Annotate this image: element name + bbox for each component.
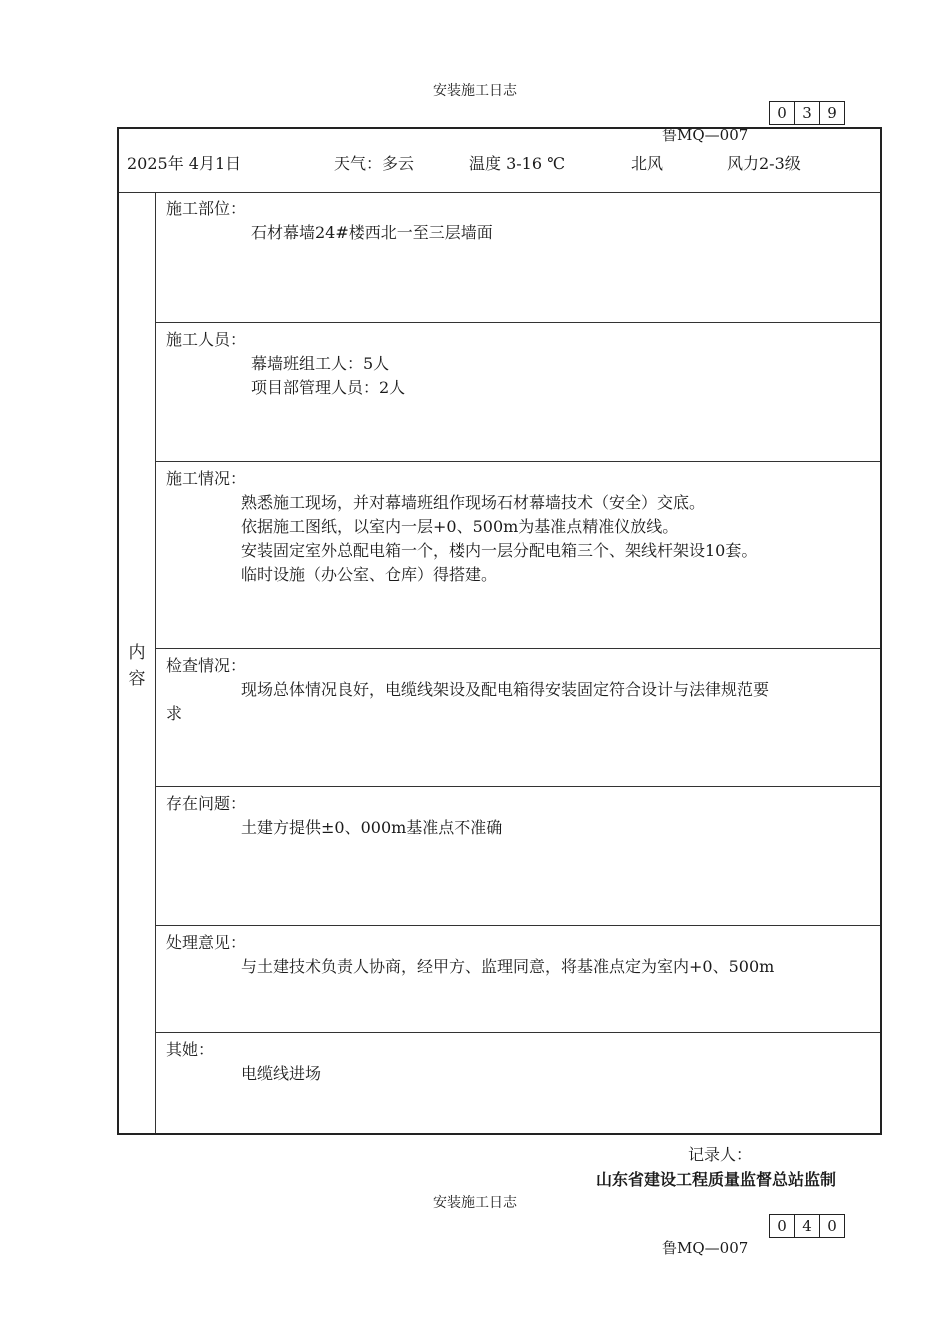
content-label-char: 内 — [128, 643, 146, 663]
section-construction — [156, 462, 880, 649]
section-line: 现场总体情况良好，电缆线架设及配电箱得安装固定符合设计与法律规范要 — [241, 680, 770, 699]
section-title: 检查情况： — [166, 656, 247, 675]
section-title: 施工部位： — [166, 199, 247, 218]
section-line: 安装固定室外总配电箱一个，楼内一层分配电箱三个、架线杆架设10套。 — [241, 541, 758, 560]
section-location — [156, 192, 880, 323]
content-label-column — [119, 192, 156, 1133]
section-other — [156, 1033, 880, 1135]
page-title-2: 安装施工日志 — [433, 1195, 517, 1211]
page-number-digit: 9 — [827, 104, 837, 122]
page-number-digit: 0 — [770, 1215, 795, 1237]
log-sheet — [117, 127, 882, 1135]
section-line: 土建方提供±0、000m基准点不准确 — [241, 818, 503, 837]
section-line: 临时设施（办公室、仓库）得搭建。 — [241, 565, 498, 584]
wind-direction: 北风 — [631, 154, 664, 173]
page-number-box — [769, 101, 845, 125]
section-line: 求 — [166, 704, 183, 723]
weather: 天气：多云 — [334, 154, 415, 173]
section-line: 项目部管理人员：2人 — [251, 378, 406, 397]
section-title: 施工人员： — [166, 330, 247, 349]
page-number-digit: 4 — [795, 1215, 820, 1237]
page-title: 安装施工日志 — [433, 83, 517, 99]
section-problems — [156, 787, 880, 926]
section-line: 依据施工图纸，以室内一层+0、500m为基准点精准仪放线。 — [241, 517, 679, 536]
section-line: 与土建技术负责人协商，经甲方、监理同意，将基准点定为室内+0、500m — [241, 957, 775, 976]
section-line: 石材幕墙24#楼西北一至三层墙面 — [251, 223, 493, 242]
wind-force: 风力2-3级 — [727, 154, 801, 173]
section-title: 存在问题： — [166, 794, 247, 813]
recorder-label: 记录人： — [688, 1145, 753, 1164]
section-inspection — [156, 649, 880, 787]
temperature: 温度 3-16 ℃ — [469, 154, 566, 173]
content-label-char: 容 — [128, 669, 146, 689]
log-date: 2025年 4月1日 — [127, 154, 242, 173]
section-line: 电缆线进场 — [241, 1064, 322, 1083]
section-line: 熟悉施工现场，并对幕墙班组作现场石材幕墙技术（安全）交底。 — [241, 493, 706, 512]
page-number-digit: 3 — [795, 102, 820, 124]
section-line: 幕墙班组工人：5人 — [251, 354, 390, 373]
section-title: 其她： — [166, 1040, 215, 1059]
form-code-2: 鲁MQ—007 — [662, 1239, 749, 1257]
header-row — [119, 129, 880, 193]
page-number-box-2 — [769, 1214, 845, 1238]
section-personnel — [156, 323, 880, 462]
section-title: 处理意见： — [166, 933, 247, 952]
section-handling — [156, 926, 880, 1033]
page-number-digit: 0 — [827, 1217, 837, 1235]
form-code: 鲁MQ—007 — [662, 126, 749, 144]
supervisor-org: 山东省建设工程质量监督总站监制 — [596, 1170, 837, 1189]
content-label — [119, 640, 155, 692]
page-number-digit: 0 — [770, 102, 795, 124]
section-title: 施工情况： — [166, 469, 247, 488]
